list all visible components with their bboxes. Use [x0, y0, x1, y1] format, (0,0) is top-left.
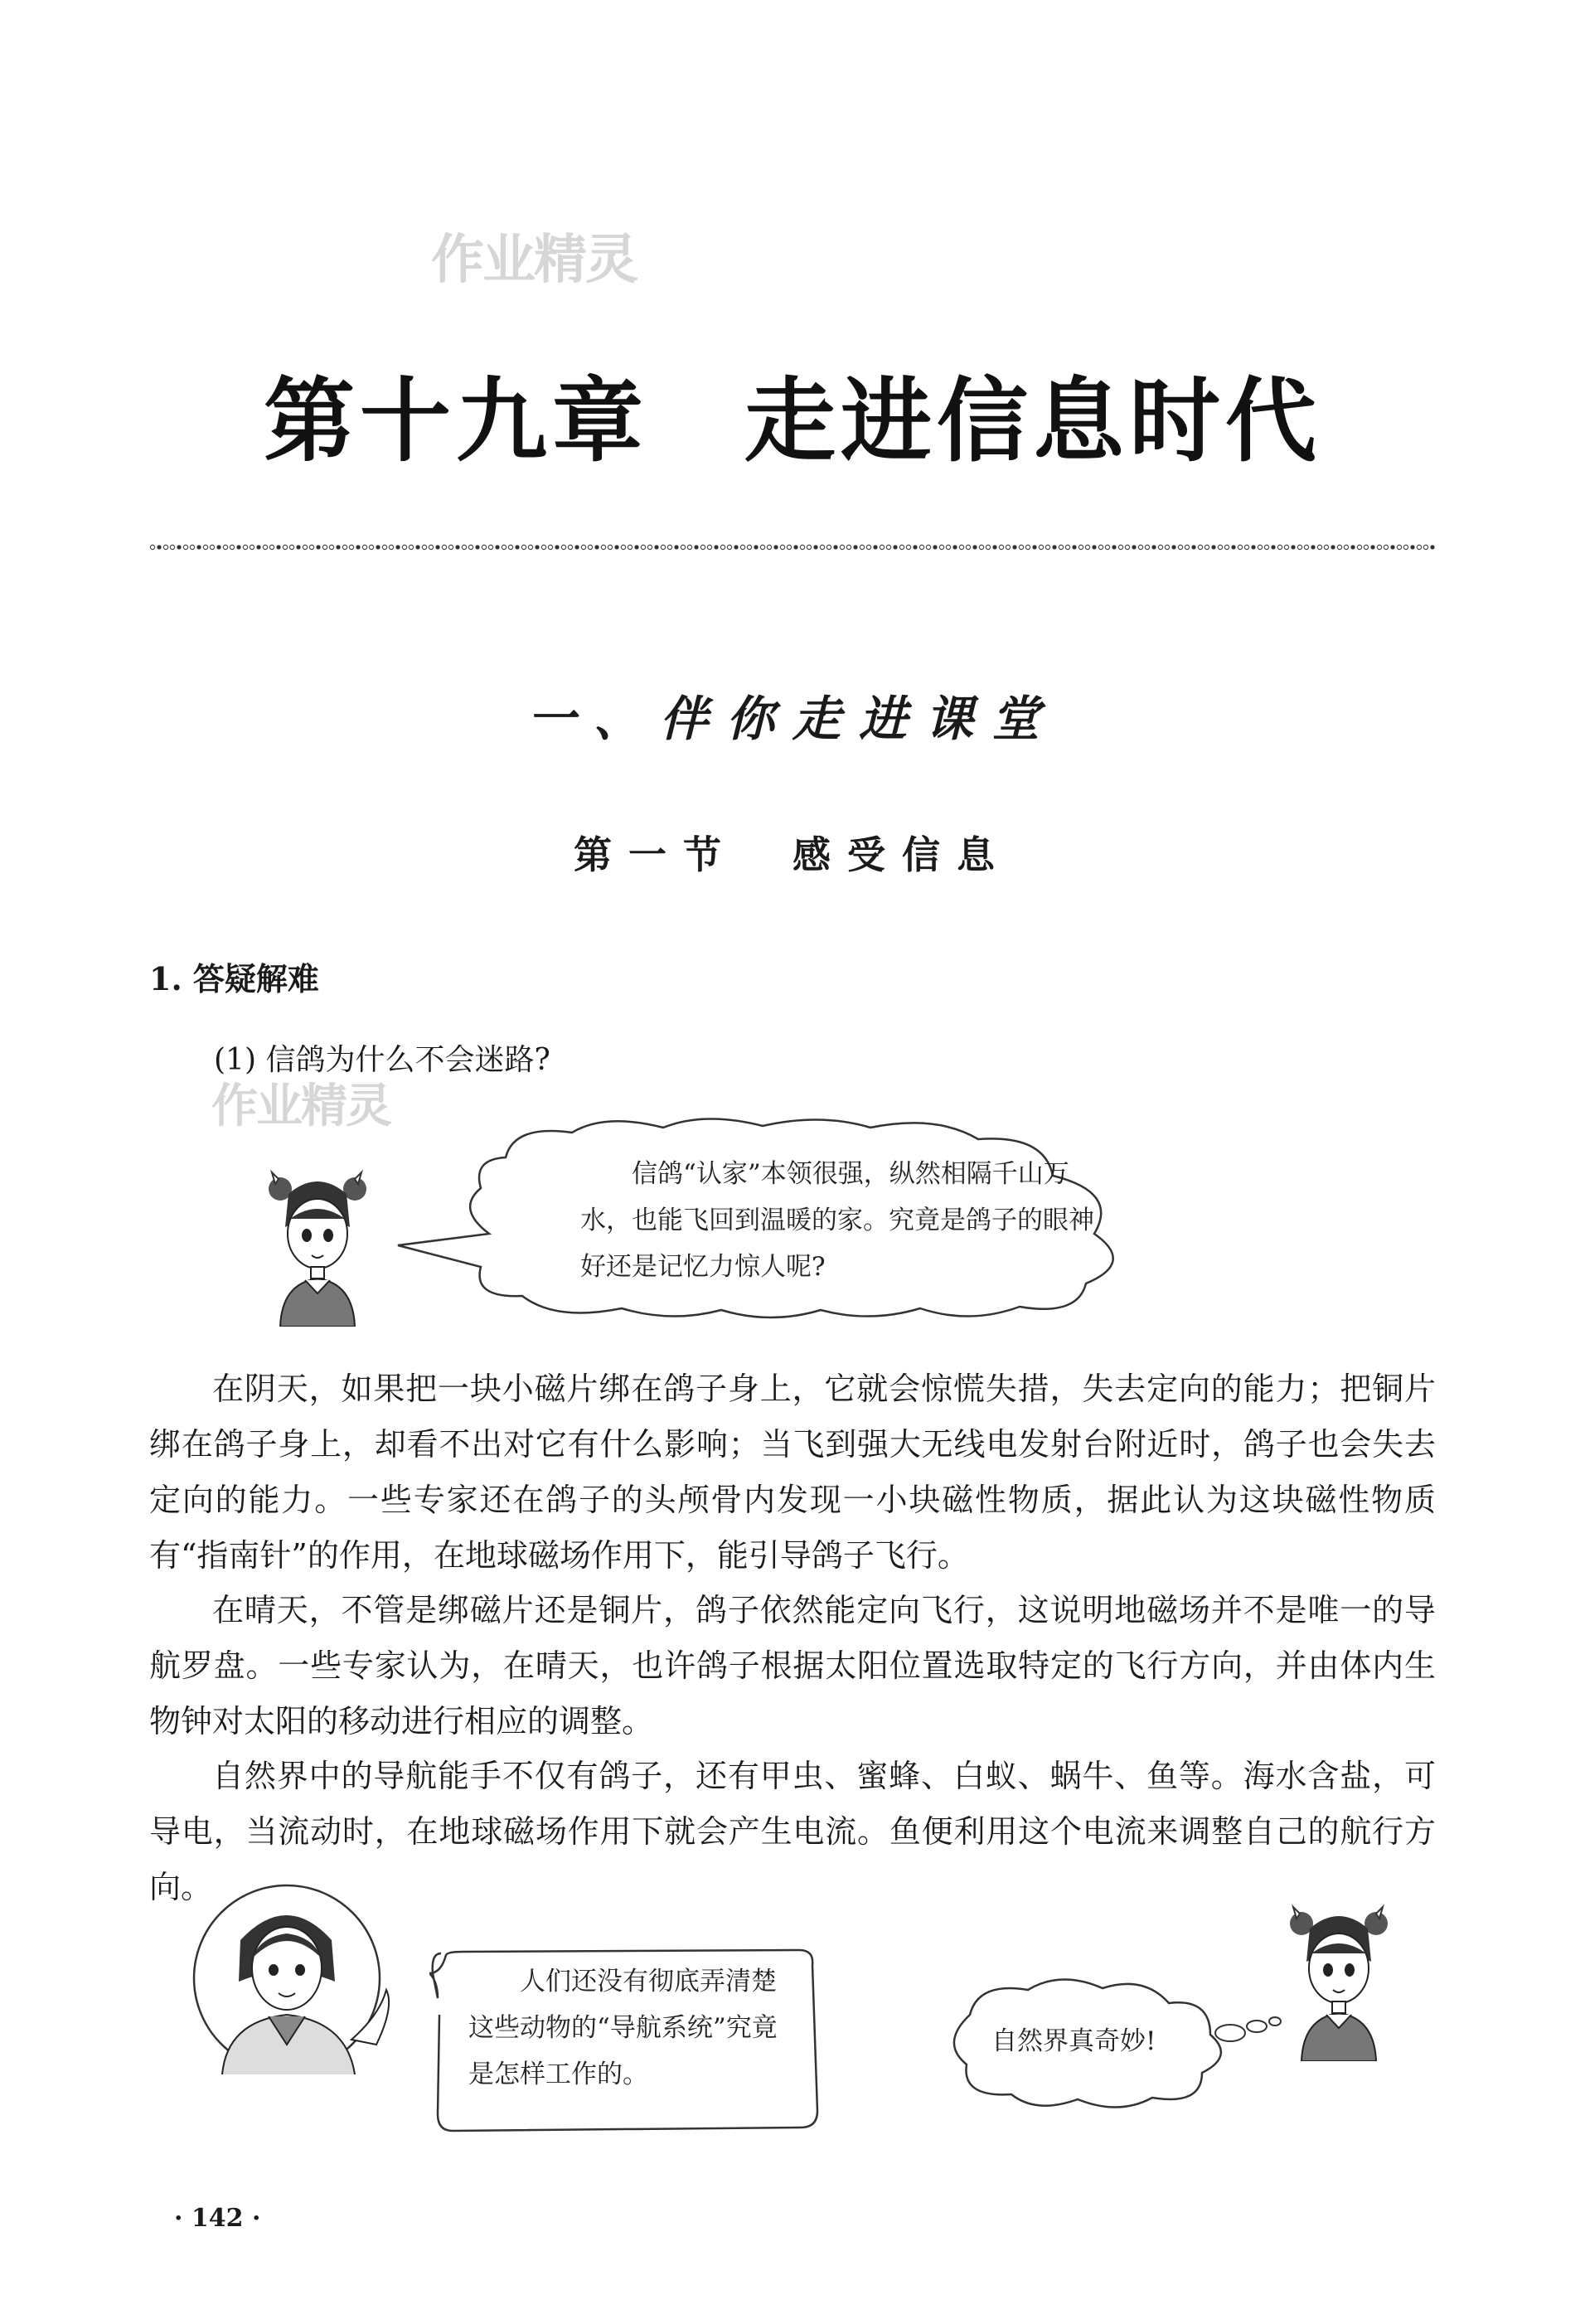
- paragraph-3: 自然界中的导航能手不仅有鸽子，还有甲虫、蜜蜂、白蚁、蜗牛、鱼等。海水含盐，可导电，当流动时，在地球磁场作用下就会产生电流。鱼便利用这个电流来调整自己的航行方向。: [149, 1758, 1436, 1905]
- page-number: · 142 ·: [174, 2204, 261, 2233]
- subsection-title: 第一节 感受信息: [574, 832, 1011, 877]
- paragraph-2: 在晴天，不管是绑磁片还是铜片，鸽子依然能定向飞行，这说明地磁场并不是唯一的导航罗盘。一些专家认为，在晴天，也许鸽子根据太阳位置选取特定的飞行方向，并由体内生物钟对太阳的移动进行相应的调整。: [149, 1592, 1436, 1739]
- paragraph-1: 在阴天，如果把一块小磁片绑在鸽子身上，它就会惊慌失措，失去定向的能力；把铜片绑在鸽子身上，却看不出对它有什么影响；当飞到强大无线电发射台附近时，鸽子也会失去定向的能力。一些专家还在鸽子的头颅骨内发现一小块磁性物质，据此认为这块磁性物质有“指南针”的作用，在地球磁场作用下，能引导鸽子飞行。: [149, 1371, 1436, 1574]
- problem-heading: 1. 答疑解难: [149, 960, 319, 997]
- teacher-illustration: [189, 1882, 396, 2081]
- watermark-top: 作业精灵: [431, 230, 637, 291]
- question-text: (1) 信鸽为什么不会迷路?: [214, 1043, 550, 1077]
- girl-illustration: [264, 1169, 371, 1327]
- teacher-speech-text: 人们还没有彻底弄清楚这些动物的“导航系统”究竟是怎样工作的。: [468, 1967, 778, 2089]
- watermark-middle: 作业精灵: [211, 1080, 390, 1133]
- girl-thought-text: 信鸽“认家”本领很强，纵然相隔千山万水，也能飞回到温暖的家。究竟是鸽子的眼神好还是记忆力惊人呢?: [580, 1159, 1094, 1282]
- section-title: 一、伴你走进课堂: [526, 691, 1058, 747]
- chapter-title: 第十九章 走进信息时代: [264, 368, 1321, 474]
- girl-exclaim-text: 自然界真奇妙!: [991, 2026, 1156, 2056]
- decorative-divider: [149, 542, 1436, 552]
- girl-illustration-2: [1285, 1904, 1393, 2061]
